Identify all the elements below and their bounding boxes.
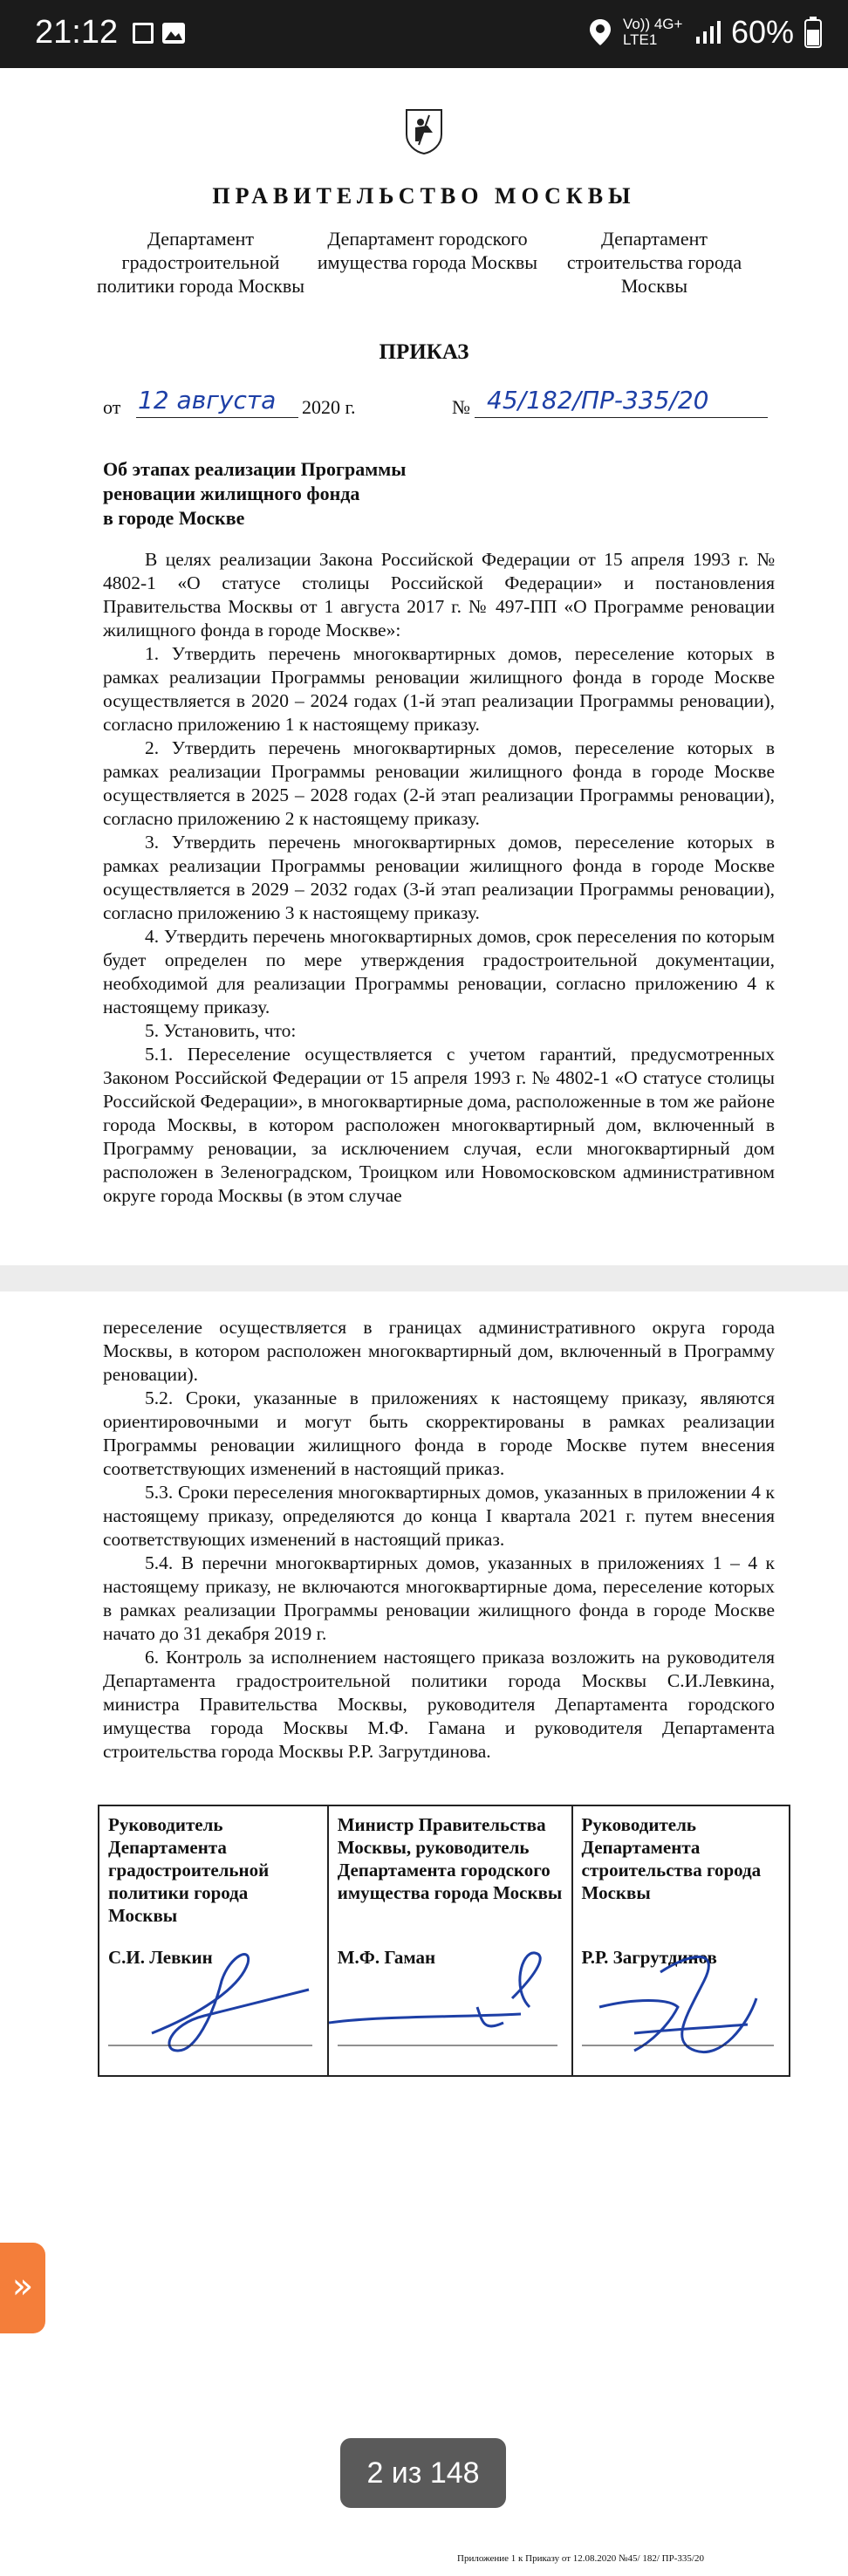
signature-cell-3 [573, 1806, 789, 2075]
order-title: ПРИКАЗ [379, 340, 469, 364]
signal-icon [694, 19, 721, 45]
department-3: Департамент строительства города Москвы [566, 228, 742, 297]
signature-levkin-icon [99, 1920, 321, 2068]
subject-line: Об этапах реализации Программы [103, 458, 407, 480]
order-date-underline [136, 417, 298, 418]
signatory-title: Министр Правительства Москвы, руководитель Департамента городского имущества города Москвы [337, 1814, 563, 1903]
order-number-handwritten: 45/182/ПР-335/20 [487, 386, 709, 414]
moscow-coat-of-arms-icon [403, 106, 445, 155]
signatory-title: Руководитель Департамента строительства города Москвы [581, 1814, 762, 1903]
signature-cell-2 [329, 1806, 573, 2075]
paragraph: 2. Утвердить перечень многоквартирных домов, переселение которых в рамках реализации Программы реновации жилищного фонда в городе Москве осуществляется в 2025 – 2028 годах (2-й этап реализации Программы реновации), согласно приложению 2 к настоящему приказу. [103, 737, 775, 829]
status-bar [0, 0, 848, 68]
page1-body [103, 548, 775, 1208]
paragraph: 6. Контроль за исполнением настоящего приказа возложить на руководителя Департамента градостроительной политики города Москвы С.И.Левкина, министра Правительства Москвы, руководителя Департамента городского имущества города Москвы М.Ф. Гамана и руководителя Департамента строительства города Москвы Р.Р. Загрутдинова. [103, 1647, 775, 1762]
battery-percent: 60% [730, 14, 794, 50]
signature-cell-1 [99, 1806, 329, 2075]
paragraph: 3. Утвердить перечень многоквартирных домов, переселение которых в рамках реализации Программы реновации жилищного фонда в городе Москве осуществляется в 2029 – 2032 годах (3-й этап реализации Программы реновации), согласно приложению 3 к настоящему приказу. [103, 832, 775, 923]
paragraph: В целях реализации Закона Российской Федерации от 15 апреля 1993 г. № 4802-1 «О статусе столицы Российской Федерации» и постановления Правительства Москвы от 1 августа 2017 г. № 497-ПП «О Программе реновации жилищного фонда в городе Москве»: [103, 549, 775, 641]
order-date-handwritten: 12 августа [138, 386, 277, 414]
paragraph: 1. Утвердить перечень многоквартирных домов, переселение которых в рамках реализации Программы реновации жилищного фонда в городе Москве осуществляется в 2020 – 2024 годах (1-й этап реализации Программы реновации), согласно приложению 1 к настоящему приказу. [103, 643, 775, 735]
app-notification-icon [133, 21, 202, 47]
paragraph: 5.4. В перечни многоквартирных домов, указанных в приложениях 1 – 4 к настоящему приказу, не включаются многоквартирные дома, переселение которых в рамках реализации Программы реновации жилищного фонда в городе Москве начато до 31 декабря 2019 г. [103, 1552, 775, 1644]
paragraph: 4. Утвердить перечень многоквартирных домов, срок переселения по которым будет определен по мере утверждения градостроительной документации, необходимой для реализации Программы реновации, согласно приложению 4 к настоящему приказу. [103, 926, 775, 1017]
departments-header [87, 227, 768, 298]
order-number-underline [475, 417, 768, 418]
paragraph: 5.1. Переселение осуществляется с учетом гарантий, предусмотренных Законом Российской Федерации от 15 апреля 1993 г. № 4802-1 «О статусе столицы Российской Федерации», в многоквартирные дома, расположенные в том же районе города Москвы, в котором расположен многоквартирный дом, включенный в Программу реновации, за исключением случая, если многоквартирный дом расположен в Зеленоградском, Троицком или Новомосковском административном округе города Москвы (в этом случае [103, 1044, 775, 1206]
signatory-name: С.И. Левкин [108, 1947, 213, 1968]
page-indicator: 2 из 148 [340, 2438, 506, 2508]
government-title: ПРАВИТЕЛЬСТВО МОСКВЫ [212, 183, 636, 209]
order-date-line [103, 386, 768, 421]
signature-table [98, 1805, 790, 2077]
paragraph: 5.2. Сроки, указанные в приложениях к настоящему приказу, являются ориентировочными и могут быть скорректированы в рамках реализации Программы реновации жилищного фонда в городе Москве путем внесения соответствующих изменений в настоящий приказ. [103, 1387, 775, 1479]
date-prefix: от [103, 396, 121, 418]
battery-icon [804, 17, 822, 48]
location-icon [588, 17, 612, 47]
signatory-name: М.Ф. Гаман [337, 1947, 436, 1968]
order-subject [103, 457, 406, 531]
notification-icons [133, 21, 202, 51]
department-2: Департамент городского имущества города Москвы [317, 228, 538, 273]
page-footer: Приложение 1 к Приказу от 12.08.2020 №45/ 182/ ПР-335/20 [457, 2553, 704, 2564]
signatory-name: Р.Р. Загрутдинов [581, 1947, 717, 1968]
paragraph: 5.3. Сроки переселения многоквартирных домов, указанных в приложении 4 к настоящему приказу, определяются до конца I квартала 2021 г. путем внесения соответствующих изменений в настоящий приказ. [103, 1482, 775, 1550]
signatory-title: Руководитель Департамента градостроительной политики города Москвы [108, 1814, 270, 1926]
network-label: Vo)) 4G+ LTE1 [622, 16, 683, 48]
order-year: 2020 г. [302, 396, 356, 418]
signature-gaman-icon [329, 1920, 566, 2068]
page2-body [103, 1316, 775, 1764]
side-panel-toggle-button[interactable] [0, 2243, 45, 2333]
subject-line: в городе Москве [103, 507, 245, 529]
paragraph: 5. Установить, что: [145, 1020, 297, 1041]
subject-line: реновации жилищного фонда [103, 483, 360, 504]
department-1: Департамент градостроительной политики города Москвы [96, 228, 305, 297]
number-prefix: № [452, 396, 470, 418]
document-page-1 [0, 68, 848, 1265]
chevrons-right-icon: » [11, 2266, 34, 2306]
status-time: 21:12 [35, 14, 119, 51]
status-right [588, 14, 822, 51]
signature-zagrutdinov-icon [573, 1920, 783, 2068]
paragraph: переселение осуществляется в границах административного округа города Москвы, в котором расположен многоквартирный дом, включенный в Программу реновации). [103, 1317, 775, 1385]
